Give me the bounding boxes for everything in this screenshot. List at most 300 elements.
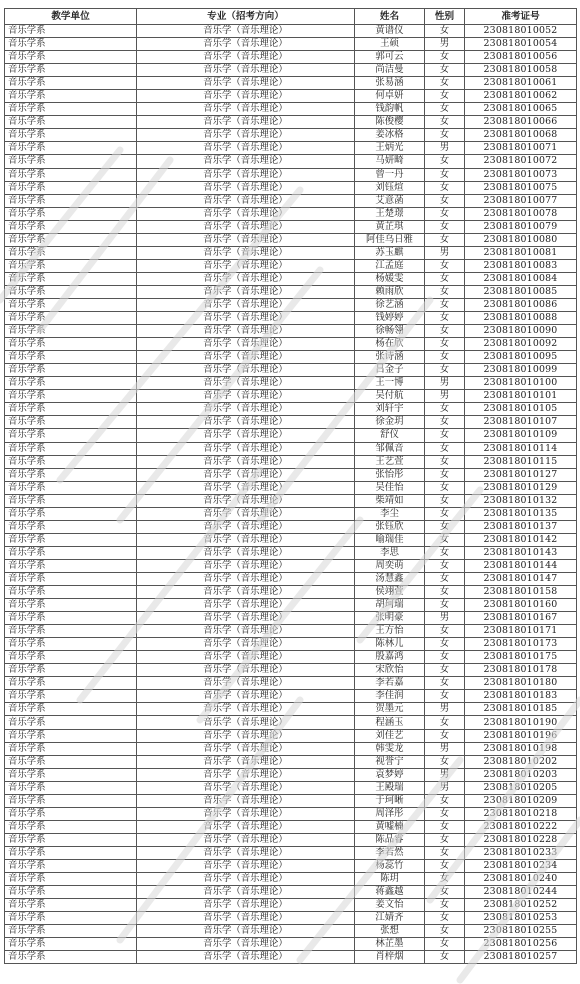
cell-id: 230818010072 — [465, 155, 577, 168]
cell-major: 音乐学（音乐理论） — [137, 729, 355, 742]
cell-major: 音乐学（音乐理论） — [137, 181, 355, 194]
cell-major: 音乐学（音乐理论） — [137, 781, 355, 794]
cell-major: 音乐学（音乐理论） — [137, 64, 355, 77]
cell-name: 杨在欣 — [355, 338, 425, 351]
table-row — [5, 951, 577, 964]
table-row — [5, 64, 577, 77]
cell-sex: 女 — [425, 351, 465, 364]
cell-name: 陈俊樱 — [355, 116, 425, 129]
table-row — [5, 285, 577, 298]
cell-unit: 音乐学系 — [5, 77, 137, 90]
table-row — [5, 272, 577, 285]
table-row — [5, 690, 577, 703]
cell-id: 230818010183 — [465, 690, 577, 703]
cell-id: 230818010244 — [465, 886, 577, 899]
cell-id: 230818010054 — [465, 38, 577, 51]
cell-major: 音乐学（音乐理论） — [137, 468, 355, 481]
table-row — [5, 259, 577, 272]
cell-unit: 音乐学系 — [5, 651, 137, 664]
cell-name: 蒋鑫越 — [355, 886, 425, 899]
cell-major: 音乐学（音乐理论） — [137, 272, 355, 285]
cell-name: 王炳光 — [355, 142, 425, 155]
table-row — [5, 416, 577, 429]
cell-unit: 音乐学系 — [5, 377, 137, 390]
cell-name: 刘轩宇 — [355, 403, 425, 416]
table-row — [5, 325, 577, 338]
cell-major: 音乐学（音乐理论） — [137, 912, 355, 925]
table-row — [5, 873, 577, 886]
cell-id: 230818010114 — [465, 442, 577, 455]
cell-name: 王艺萱 — [355, 455, 425, 468]
table-row — [5, 742, 577, 755]
cell-sex: 女 — [425, 64, 465, 77]
cell-sex: 女 — [425, 912, 465, 925]
cell-major: 音乐学（音乐理论） — [137, 338, 355, 351]
cell-name: 黄谱仪 — [355, 25, 425, 38]
cell-major: 音乐学（音乐理论） — [137, 129, 355, 142]
cell-id: 230818010205 — [465, 781, 577, 794]
cell-major: 音乐学（音乐理论） — [137, 77, 355, 90]
cell-name: 李尘 — [355, 507, 425, 520]
cell-id: 230818010115 — [465, 455, 577, 468]
cell-name: 邹佩音 — [355, 442, 425, 455]
cell-id: 230818010061 — [465, 77, 577, 90]
cell-unit: 音乐学系 — [5, 429, 137, 442]
table-row — [5, 220, 577, 233]
cell-major: 音乐学（音乐理论） — [137, 220, 355, 233]
cell-unit: 音乐学系 — [5, 25, 137, 38]
cell-unit: 音乐学系 — [5, 820, 137, 833]
cell-major: 音乐学（音乐理论） — [137, 807, 355, 820]
cell-sex: 女 — [425, 220, 465, 233]
cell-unit: 音乐学系 — [5, 559, 137, 572]
cell-unit: 音乐学系 — [5, 599, 137, 612]
cell-unit: 音乐学系 — [5, 664, 137, 677]
cell-major: 音乐学（音乐理论） — [137, 612, 355, 625]
cell-sex: 男 — [425, 246, 465, 259]
cell-id: 230818010142 — [465, 533, 577, 546]
cell-sex: 女 — [425, 938, 465, 951]
cell-sex: 女 — [425, 546, 465, 559]
cell-major: 音乐学（音乐理论） — [137, 664, 355, 677]
cell-major: 音乐学（音乐理论） — [137, 546, 355, 559]
cell-id: 230818010185 — [465, 703, 577, 716]
cell-major: 音乐学（音乐理论） — [137, 886, 355, 899]
cell-name: 陈林儿 — [355, 638, 425, 651]
table-row — [5, 142, 577, 155]
table-row — [5, 703, 577, 716]
cell-id: 230818010234 — [465, 860, 577, 873]
table-row — [5, 520, 577, 533]
cell-sex: 女 — [425, 103, 465, 116]
cell-name: 江孟庭 — [355, 259, 425, 272]
cell-sex: 女 — [425, 846, 465, 859]
cell-name: 舒仪 — [355, 429, 425, 442]
cell-sex: 男 — [425, 142, 465, 155]
header-name: 姓名 — [355, 9, 425, 25]
cell-sex: 男 — [425, 768, 465, 781]
cell-name: 刘钰煊 — [355, 181, 425, 194]
cell-major: 音乐学（音乐理论） — [137, 312, 355, 325]
cell-major: 音乐学（音乐理论） — [137, 716, 355, 729]
cell-id: 230818010105 — [465, 403, 577, 416]
cell-id: 230818010132 — [465, 494, 577, 507]
table-row — [5, 886, 577, 899]
cell-id: 230818010078 — [465, 207, 577, 220]
cell-sex: 女 — [425, 860, 465, 873]
cell-name: 程涵玉 — [355, 716, 425, 729]
table-row — [5, 390, 577, 403]
table-row — [5, 781, 577, 794]
cell-sex: 女 — [425, 168, 465, 181]
cell-name: 黄嘘楠 — [355, 820, 425, 833]
cell-unit: 音乐学系 — [5, 886, 137, 899]
cell-id: 230818010196 — [465, 729, 577, 742]
cell-unit: 音乐学系 — [5, 912, 137, 925]
header-exam-id: 准考证号 — [465, 9, 577, 25]
table-row — [5, 494, 577, 507]
cell-sex: 女 — [425, 455, 465, 468]
cell-id: 230818010167 — [465, 612, 577, 625]
cell-id: 230818010095 — [465, 351, 577, 364]
cell-name: 吴佳怡 — [355, 481, 425, 494]
cell-name: 张想 — [355, 925, 425, 938]
cell-id: 230818010135 — [465, 507, 577, 520]
cell-major: 音乐学（音乐理论） — [137, 860, 355, 873]
cell-major: 音乐学（音乐理论） — [137, 873, 355, 886]
table-row — [5, 129, 577, 142]
table-row — [5, 403, 577, 416]
table-row — [5, 768, 577, 781]
cell-unit: 音乐学系 — [5, 586, 137, 599]
cell-unit: 音乐学系 — [5, 638, 137, 651]
cell-name: 于珂晰 — [355, 794, 425, 807]
table-row — [5, 181, 577, 194]
cell-major: 音乐学（音乐理论） — [137, 533, 355, 546]
cell-major: 音乐学（音乐理论） — [137, 520, 355, 533]
cell-id: 230818010075 — [465, 181, 577, 194]
cell-sex: 女 — [425, 625, 465, 638]
table-row — [5, 925, 577, 938]
table-row — [5, 664, 577, 677]
cell-unit: 音乐学系 — [5, 416, 137, 429]
cell-sex: 女 — [425, 677, 465, 690]
cell-major: 音乐学（音乐理论） — [137, 846, 355, 859]
table-row — [5, 625, 577, 638]
cell-name: 苏玉麒 — [355, 246, 425, 259]
header-unit: 教学单位 — [5, 9, 137, 25]
cell-major: 音乐学（音乐理论） — [137, 25, 355, 38]
table-row — [5, 833, 577, 846]
cell-unit: 音乐学系 — [5, 625, 137, 638]
cell-unit: 音乐学系 — [5, 207, 137, 220]
cell-sex: 女 — [425, 533, 465, 546]
cell-unit: 音乐学系 — [5, 494, 137, 507]
cell-id: 230818010253 — [465, 912, 577, 925]
cell-name: 王硕 — [355, 38, 425, 51]
cell-unit: 音乐学系 — [5, 807, 137, 820]
cell-id: 230818010066 — [465, 116, 577, 129]
cell-unit: 音乐学系 — [5, 794, 137, 807]
cell-name: 周奕萌 — [355, 559, 425, 572]
cell-major: 音乐学（音乐理论） — [137, 677, 355, 690]
cell-id: 230818010143 — [465, 546, 577, 559]
cell-sex: 女 — [425, 116, 465, 129]
cell-major: 音乐学（音乐理论） — [137, 690, 355, 703]
cell-name: 李佳润 — [355, 690, 425, 703]
table-row — [5, 572, 577, 585]
cell-unit: 音乐学系 — [5, 38, 137, 51]
cell-name: 王楚璟 — [355, 207, 425, 220]
cell-unit: 音乐学系 — [5, 846, 137, 859]
cell-id: 230818010081 — [465, 246, 577, 259]
cell-name: 张钰欣 — [355, 520, 425, 533]
cell-id: 230818010056 — [465, 51, 577, 64]
cell-unit: 音乐学系 — [5, 155, 137, 168]
cell-unit: 音乐学系 — [5, 116, 137, 129]
cell-major: 音乐学（音乐理论） — [137, 259, 355, 272]
cell-name: 赖雨欣 — [355, 285, 425, 298]
table-row — [5, 233, 577, 246]
cell-sex: 女 — [425, 325, 465, 338]
cell-sex: 女 — [425, 951, 465, 964]
cell-sex: 女 — [425, 873, 465, 886]
cell-unit: 音乐学系 — [5, 403, 137, 416]
cell-major: 音乐学（音乐理论） — [137, 325, 355, 338]
cell-id: 230818010065 — [465, 103, 577, 116]
cell-id: 230818010178 — [465, 664, 577, 677]
cell-id: 230818010129 — [465, 481, 577, 494]
cell-name: 王一博 — [355, 377, 425, 390]
cell-id: 230818010147 — [465, 572, 577, 585]
table-row — [5, 103, 577, 116]
cell-id: 230818010160 — [465, 599, 577, 612]
cell-sex: 女 — [425, 207, 465, 220]
cell-unit: 音乐学系 — [5, 951, 137, 964]
cell-major: 音乐学（音乐理论） — [137, 233, 355, 246]
cell-major: 音乐学（音乐理论） — [137, 90, 355, 103]
cell-name: 殷嘉鸿 — [355, 651, 425, 664]
cell-sex: 女 — [425, 416, 465, 429]
cell-major: 音乐学（音乐理论） — [137, 494, 355, 507]
cell-id: 230818010240 — [465, 873, 577, 886]
table-row — [5, 194, 577, 207]
cell-id: 230818010052 — [465, 25, 577, 38]
cell-name: 张怡彤 — [355, 468, 425, 481]
cell-id: 230818010255 — [465, 925, 577, 938]
cell-unit: 音乐学系 — [5, 533, 137, 546]
cell-id: 230818010080 — [465, 233, 577, 246]
cell-unit: 音乐学系 — [5, 312, 137, 325]
cell-unit: 音乐学系 — [5, 690, 137, 703]
table-row — [5, 377, 577, 390]
cell-id: 230818010171 — [465, 625, 577, 638]
table-row — [5, 559, 577, 572]
cell-name: 马妍畸 — [355, 155, 425, 168]
table-row — [5, 912, 577, 925]
cell-id: 230818010085 — [465, 285, 577, 298]
cell-unit: 音乐学系 — [5, 338, 137, 351]
table-row — [5, 429, 577, 442]
cell-sex: 女 — [425, 338, 465, 351]
cell-name: 吕金子 — [355, 364, 425, 377]
cell-name: 姜文怡 — [355, 899, 425, 912]
table-row — [5, 38, 577, 51]
cell-unit: 音乐学系 — [5, 168, 137, 181]
cell-id: 230818010222 — [465, 820, 577, 833]
cell-name: 袁梦婷 — [355, 768, 425, 781]
table-row — [5, 716, 577, 729]
cell-sex: 女 — [425, 129, 465, 142]
cell-name: 柴靖如 — [355, 494, 425, 507]
cell-name: 徐畅翎 — [355, 325, 425, 338]
cell-major: 音乐学（音乐理论） — [137, 246, 355, 259]
cell-sex: 女 — [425, 507, 465, 520]
table-header — [5, 9, 577, 25]
cell-sex: 女 — [425, 77, 465, 90]
cell-id: 230818010180 — [465, 677, 577, 690]
cell-sex: 女 — [425, 51, 465, 64]
table-row — [5, 794, 577, 807]
cell-name: 曾一丹 — [355, 168, 425, 181]
cell-sex: 女 — [425, 442, 465, 455]
cell-major: 音乐学（音乐理论） — [137, 207, 355, 220]
table-row — [5, 677, 577, 690]
cell-unit: 音乐学系 — [5, 833, 137, 846]
cell-sex: 女 — [425, 833, 465, 846]
cell-unit: 音乐学系 — [5, 768, 137, 781]
cell-id: 230818010209 — [465, 794, 577, 807]
cell-major: 音乐学（音乐理论） — [137, 951, 355, 964]
cell-id: 230818010252 — [465, 899, 577, 912]
cell-major: 音乐学（音乐理论） — [137, 481, 355, 494]
cell-name: 王殿瑞 — [355, 781, 425, 794]
cell-unit: 音乐学系 — [5, 142, 137, 155]
cell-unit: 音乐学系 — [5, 51, 137, 64]
cell-name: 侯翊萱 — [355, 586, 425, 599]
cell-major: 音乐学（音乐理论） — [137, 742, 355, 755]
cell-sex: 女 — [425, 807, 465, 820]
cell-major: 音乐学（音乐理论） — [137, 194, 355, 207]
cell-id: 230818010257 — [465, 951, 577, 964]
cell-sex: 男 — [425, 781, 465, 794]
cell-unit: 音乐学系 — [5, 860, 137, 873]
cell-name: 吴付航 — [355, 390, 425, 403]
cell-major: 音乐学（音乐理论） — [137, 429, 355, 442]
table-row — [5, 846, 577, 859]
cell-name: 钱婷婷 — [355, 312, 425, 325]
cell-major: 音乐学（音乐理论） — [137, 820, 355, 833]
cell-unit: 音乐学系 — [5, 129, 137, 142]
cell-major: 音乐学（音乐理论） — [137, 703, 355, 716]
table-row — [5, 246, 577, 259]
cell-sex: 男 — [425, 742, 465, 755]
cell-name: 肖梓烟 — [355, 951, 425, 964]
cell-id: 230818010099 — [465, 364, 577, 377]
cell-name: 阿佳乌日雅 — [355, 233, 425, 246]
cell-major: 音乐学（音乐理论） — [137, 168, 355, 181]
table-row — [5, 820, 577, 833]
header-gender: 性别 — [425, 9, 465, 25]
cell-major: 音乐学（音乐理论） — [137, 651, 355, 664]
cell-name: 周泽彤 — [355, 807, 425, 820]
table-row — [5, 338, 577, 351]
cell-sex: 女 — [425, 820, 465, 833]
cell-sex: 女 — [425, 481, 465, 494]
cell-name: 王方怡 — [355, 625, 425, 638]
cell-unit: 音乐学系 — [5, 272, 137, 285]
cell-id: 230818010175 — [465, 651, 577, 664]
cell-id: 230818010203 — [465, 768, 577, 781]
cell-major: 音乐学（音乐理论） — [137, 155, 355, 168]
cell-sex: 女 — [425, 90, 465, 103]
cell-sex: 男 — [425, 703, 465, 716]
cell-major: 音乐学（音乐理论） — [137, 938, 355, 951]
table-row — [5, 599, 577, 612]
table-row — [5, 638, 577, 651]
cell-name: 李若嘉 — [355, 677, 425, 690]
cell-major: 音乐学（音乐理论） — [137, 116, 355, 129]
cell-sex: 女 — [425, 794, 465, 807]
cell-major: 音乐学（音乐理论） — [137, 899, 355, 912]
cell-unit: 音乐学系 — [5, 233, 137, 246]
cell-unit: 音乐学系 — [5, 194, 137, 207]
table-row — [5, 651, 577, 664]
cell-sex: 女 — [425, 755, 465, 768]
cell-major: 音乐学（音乐理论） — [137, 586, 355, 599]
cell-unit: 音乐学系 — [5, 364, 137, 377]
cell-sex: 女 — [425, 155, 465, 168]
cell-unit: 音乐学系 — [5, 390, 137, 403]
cell-major: 音乐学（音乐理论） — [137, 442, 355, 455]
cell-sex: 女 — [425, 233, 465, 246]
cell-major: 音乐学（音乐理论） — [137, 507, 355, 520]
cell-id: 230818010218 — [465, 807, 577, 820]
cell-name: 李若然 — [355, 846, 425, 859]
cell-name: 黄芷琪 — [355, 220, 425, 233]
cell-name: 汤慧鑫 — [355, 572, 425, 585]
cell-name: 陈品睿 — [355, 833, 425, 846]
cell-unit: 音乐学系 — [5, 612, 137, 625]
cell-id: 230818010256 — [465, 938, 577, 951]
cell-id: 230818010071 — [465, 142, 577, 155]
cell-major: 音乐学（音乐理论） — [137, 625, 355, 638]
cell-sex: 女 — [425, 586, 465, 599]
table-row — [5, 442, 577, 455]
cell-name: 郭可云 — [355, 51, 425, 64]
cell-unit: 音乐学系 — [5, 729, 137, 742]
cell-id: 230818010079 — [465, 220, 577, 233]
cell-sex: 女 — [425, 729, 465, 742]
table-row — [5, 298, 577, 311]
header-row — [5, 9, 577, 25]
cell-major: 音乐学（音乐理论） — [137, 768, 355, 781]
cell-sex: 女 — [425, 690, 465, 703]
cell-unit: 音乐学系 — [5, 64, 137, 77]
cell-id: 230818010173 — [465, 638, 577, 651]
cell-sex: 女 — [425, 272, 465, 285]
cell-name: 林芷墨 — [355, 938, 425, 951]
cell-id: 230818010090 — [465, 325, 577, 338]
cell-sex: 女 — [425, 925, 465, 938]
cell-name: 艾意菡 — [355, 194, 425, 207]
table-row — [5, 729, 577, 742]
cell-major: 音乐学（音乐理论） — [137, 377, 355, 390]
cell-id: 230818010068 — [465, 129, 577, 142]
cell-id: 230818010088 — [465, 312, 577, 325]
cell-name: 姜冰格 — [355, 129, 425, 142]
cell-unit: 音乐学系 — [5, 220, 137, 233]
